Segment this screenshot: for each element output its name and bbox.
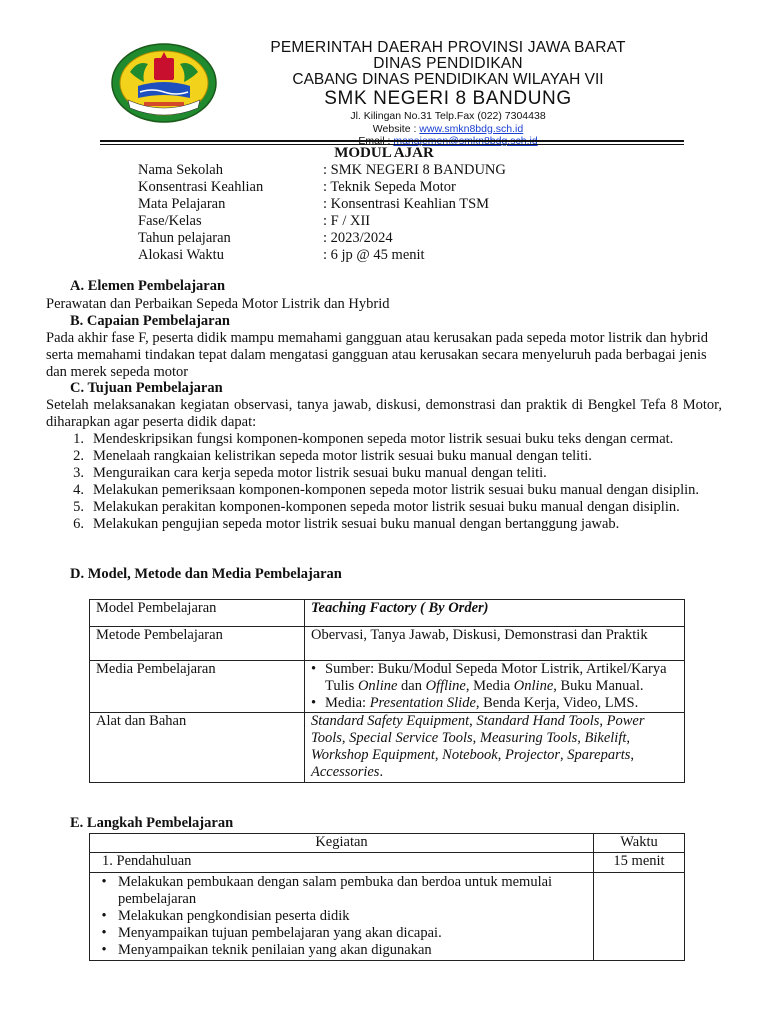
list-text: Menguraikan cara kerja sepeda motor listrik sesuai buku manual dengan teliti. <box>93 465 547 481</box>
list-item: • Menyampaikan tujuan pembelajaran yang akan dicapai. <box>101 925 442 941</box>
school-name: SMK NEGERI 8 BANDUNG <box>324 88 572 109</box>
table-cell: 15 menit <box>594 853 685 873</box>
info-row <box>138 213 506 230</box>
section-a-text: Perawatan dan Perbaikan Sepeda Motor Listrik dan Hybrid <box>46 296 390 312</box>
list-text: Melakukan pemeriksaan komponen-komponen sepeda motor listrik sesuai buku manual dengan disiplin. <box>93 482 700 498</box>
list-number: 4. <box>73 482 84 498</box>
info-value: : 2023/2024 <box>323 230 393 246</box>
letterhead <box>228 40 668 148</box>
list-item <box>46 482 722 499</box>
table-header-row <box>90 834 685 853</box>
info-key: Nama Sekolah <box>138 162 223 178</box>
list-item <box>46 448 722 465</box>
letterhead-rule <box>100 140 684 142</box>
document-title: MODUL AJAR <box>334 145 434 161</box>
list-text: Melakukan pengujian sepeda motor listrik sesuai buku manual dengan bertanggung jawab. <box>93 516 620 532</box>
learning-steps-table <box>89 833 685 961</box>
module-info <box>138 162 506 264</box>
table-cell <box>90 873 594 961</box>
list-number: 5. <box>73 499 84 515</box>
letterhead-line-1: PEMERINTAH DAERAH PROVINSI JAWA BARAT <box>270 39 626 56</box>
list-item <box>46 499 722 516</box>
list-text: Mendeskripsikan fungsi komponen-komponen sepeda motor listrik sesuai buku teks dengan cermat. <box>93 431 674 447</box>
info-key: Mata Pelajaran <box>138 196 226 212</box>
model-value: Teaching Factory ( By Order) <box>311 600 489 616</box>
website-label: Website : <box>372 122 420 135</box>
table-row <box>90 600 685 627</box>
info-value: : 6 jp @ 45 menit <box>323 247 425 263</box>
table-row <box>90 627 685 661</box>
list-item <box>46 465 722 482</box>
email-link[interactable]: manajemen@smkn8bdg.sch.id <box>393 135 538 147</box>
table-cell-label: Metode Pembelajaran <box>90 627 305 661</box>
section-b-text: Pada akhir fase F, peserta didik mampu memahami gangguan atau kerusakan pada sepeda motor listrik dan hybrid serta memahami tindakan tepat dalam mengatasi gangguan atau kerusakan secara menyeluruh pada berbagai jenis dan merek sepeda motor <box>46 330 709 380</box>
info-row <box>138 162 506 179</box>
website-line <box>228 123 668 136</box>
info-row <box>138 230 506 247</box>
info-key: Fase/Kelas <box>138 213 202 229</box>
table-row <box>90 713 685 783</box>
info-value: : SMK NEGERI 8 BANDUNG <box>323 162 506 178</box>
letterhead-line-2: DINAS PENDIDIKAN <box>373 55 523 72</box>
info-value: : F / XII <box>323 213 371 229</box>
info-row <box>138 179 506 196</box>
table-cell-label: Media Pembelajaran <box>90 661 305 713</box>
list-number: 6. <box>73 516 84 532</box>
list-number: 1. <box>73 431 84 447</box>
table-header-cell: Kegiatan <box>90 834 594 853</box>
table-header-cell: Waktu <box>594 834 685 853</box>
section-c-text: Setelah melaksanakan kegiatan observasi, tanya jawab, diskusi, demonstrasi dan praktik di Bengkel Tefa 8 Motor, diharapkan agar peserta didik dapat: <box>46 397 722 430</box>
table-cell-value <box>305 661 685 713</box>
section-c-heading: C. Tujuan Pembelajaran <box>70 380 223 396</box>
list-number: 3. <box>73 465 84 481</box>
table-row <box>90 873 685 961</box>
school-address: Jl. Kilingan No.31 Telp.Fax (022) 7304438 <box>350 110 546 122</box>
email-label: Email : <box>358 135 394 147</box>
info-row <box>138 196 506 213</box>
learning-objectives-list <box>46 431 722 533</box>
list-number: 2. <box>73 448 84 464</box>
info-value: : Konsentrasi Keahlian TSM <box>323 196 490 212</box>
list-item <box>46 431 722 448</box>
list-item <box>46 516 722 533</box>
table-row <box>90 853 685 873</box>
letterhead-line-3: CABANG DINAS PENDIDIKAN WILAYAH VII <box>292 71 604 88</box>
table-cell-value: Standard Safety Equipment, Standard Hand Tools, Power Tools, Special Service Tools, Measuring Tools, Bikelift, Workshop Equipment, Notebook, Projector, Spareparts, Accessories. <box>305 713 685 783</box>
list-item: • Melakukan pengkondisian peserta didik <box>101 908 350 924</box>
list-text: Menelaah rangkaian kelistrikan sepeda motor listrik sesuai buku manual dengan teliti. <box>93 448 592 464</box>
section-a-heading: A. Elemen Pembelajaran <box>70 278 226 294</box>
table-cell-value <box>305 600 685 627</box>
model-method-media-table <box>89 599 685 783</box>
info-row <box>138 247 506 264</box>
info-key: Konsentrasi Keahlian <box>138 179 264 195</box>
list-item: • Media: Presentation Slide, Benda Kerja, Video, LMS. <box>311 695 639 711</box>
list-item: • Melakukan pembukaan dengan salam pembuka dan berdoa untuk memulai pembelajaran <box>101 874 553 907</box>
table-cell-value: Obervasi, Tanya Jawab, Diskusi, Demonstrasi dan Praktik <box>305 627 685 661</box>
table-cell-label: Alat dan Bahan <box>90 713 305 783</box>
table-cell <box>594 873 685 961</box>
list-item: • Menyampaikan teknik penilaian yang akan digunakan <box>101 942 432 958</box>
section-b-heading: B. Capaian Pembelajaran <box>70 313 230 329</box>
info-key: Tahun pelajaran <box>138 230 231 246</box>
table-cell: 1. Pendahuluan <box>90 853 594 873</box>
section-d-heading: D. Model, Metode dan Media Pembelajaran <box>70 566 342 582</box>
jawa-barat-emblem-icon <box>108 42 220 124</box>
list-text: Melakukan perakitan komponen-komponen sepeda motor listrik sesuai buku manual dengan disiplin. <box>93 499 680 515</box>
section-e-heading: E. Langkah Pembelajaran <box>70 815 234 831</box>
list-item: • Sumber: Buku/Modul Sepeda Motor Listrik, Artikel/Karya Tulis Online dan Offline, Media Online, Buku Manual. <box>311 661 667 694</box>
website-link[interactable]: www.smkn8bdg.sch.id <box>419 122 524 135</box>
info-value: : Teknik Sepeda Motor <box>323 179 456 195</box>
info-key: Alokasi Waktu <box>138 247 224 263</box>
table-row <box>90 661 685 713</box>
table-cell-label: Model Pembelajaran <box>90 600 305 627</box>
